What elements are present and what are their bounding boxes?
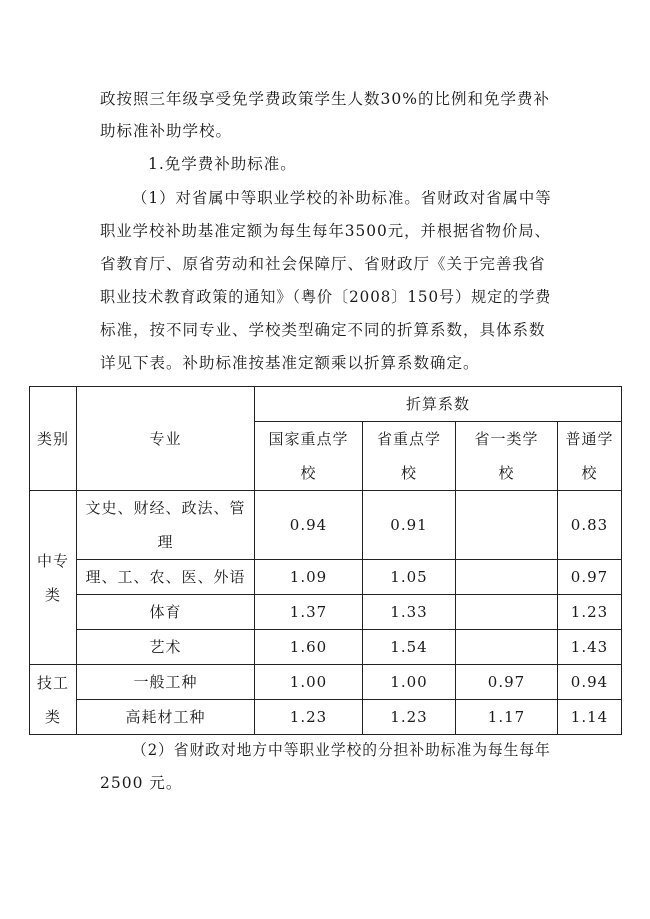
value-cell: 1.23 bbox=[558, 595, 622, 630]
major-cell: 一般工种 bbox=[77, 665, 255, 700]
table-row bbox=[30, 560, 622, 595]
value-cell: 1.14 bbox=[558, 700, 622, 735]
value-cell: 1.17 bbox=[456, 700, 558, 735]
value-cell: 0.91 bbox=[363, 491, 456, 560]
value-cell: 0.83 bbox=[558, 491, 622, 560]
para1-line-2: 职业学校补助基准定额为每生每年3500元，并根据省物价局、 bbox=[100, 222, 551, 240]
value-cell: 1.60 bbox=[255, 630, 363, 665]
value-cell bbox=[456, 595, 558, 630]
value-cell: 1.43 bbox=[558, 630, 622, 665]
intro-line-1: 政按照三年级享受免学费政策学生人数30%的比例和免学费补 bbox=[100, 90, 550, 108]
value-cell: 0.94 bbox=[255, 491, 363, 560]
header-major: 专业 bbox=[77, 387, 255, 491]
value-cell: 0.94 bbox=[558, 665, 622, 700]
header-ordinary-school: 普通学 校 bbox=[558, 422, 622, 491]
value-cell: 0.97 bbox=[456, 665, 558, 700]
para2-line-1: （2）省财政对地方中等职业学校的分担补助标准为每生每年 bbox=[132, 741, 551, 759]
major-cell: 理、工、农、医、外语 bbox=[77, 560, 255, 595]
coefficient-table bbox=[29, 386, 622, 735]
table-row bbox=[30, 700, 622, 735]
major-cell: 体育 bbox=[77, 595, 255, 630]
header-provincial-first-class-school: 省一类学 校 bbox=[456, 422, 558, 491]
para1-line-3: 省教育厅、原省劳动和社会保障厅、省财政厅《关于完善我省 bbox=[100, 255, 546, 273]
para1-line-1: （1）对省属中等职业学校的补助标准。省财政对省属中等 bbox=[132, 189, 552, 207]
table-row bbox=[30, 665, 622, 700]
value-cell: 1.00 bbox=[255, 665, 363, 700]
table-header-row-1 bbox=[30, 387, 622, 422]
intro-line-2: 助标准补助学校。 bbox=[100, 122, 233, 140]
table-row bbox=[30, 630, 622, 665]
major-cell: 艺术 bbox=[77, 630, 255, 665]
category-technical: 技工 类 bbox=[30, 665, 77, 735]
table-row bbox=[30, 595, 622, 630]
major-cell: 高耗材工种 bbox=[77, 700, 255, 735]
value-cell: 1.23 bbox=[255, 700, 363, 735]
value-cell bbox=[456, 630, 558, 665]
header-coefficient: 折算系数 bbox=[255, 387, 622, 422]
value-cell: 1.05 bbox=[363, 560, 456, 595]
para1-line-6: 详见下表。补助标准按基准定额乘以折算系数确定。 bbox=[100, 354, 480, 372]
value-cell: 1.33 bbox=[363, 595, 456, 630]
table-row bbox=[30, 491, 622, 560]
major-cell: 文史、财经、政法、管 理 bbox=[77, 491, 255, 560]
value-cell bbox=[456, 560, 558, 595]
section-heading: 1.免学费补助标准。 bbox=[148, 155, 297, 173]
value-cell: 1.54 bbox=[363, 630, 456, 665]
para2-line-2: 2500 元。 bbox=[100, 774, 183, 792]
value-cell: 1.09 bbox=[255, 560, 363, 595]
category-secondary-vocational: 中专 类 bbox=[30, 491, 77, 665]
value-cell: 1.37 bbox=[255, 595, 363, 630]
header-category: 类别 bbox=[30, 387, 77, 491]
header-national-key-school: 国家重点学 校 bbox=[255, 422, 363, 491]
para1-line-5: 标准，按不同专业、学校类型确定不同的折算系数，具体系数 bbox=[100, 321, 546, 339]
value-cell: 1.23 bbox=[363, 700, 456, 735]
value-cell: 1.00 bbox=[363, 665, 456, 700]
value-cell bbox=[456, 491, 558, 560]
para1-line-4: 职业技术教育政策的通知》（粤价〔2008〕150号）规定的学费 bbox=[100, 288, 552, 306]
header-provincial-key-school: 省重点学 校 bbox=[363, 422, 456, 491]
value-cell: 0.97 bbox=[558, 560, 622, 595]
